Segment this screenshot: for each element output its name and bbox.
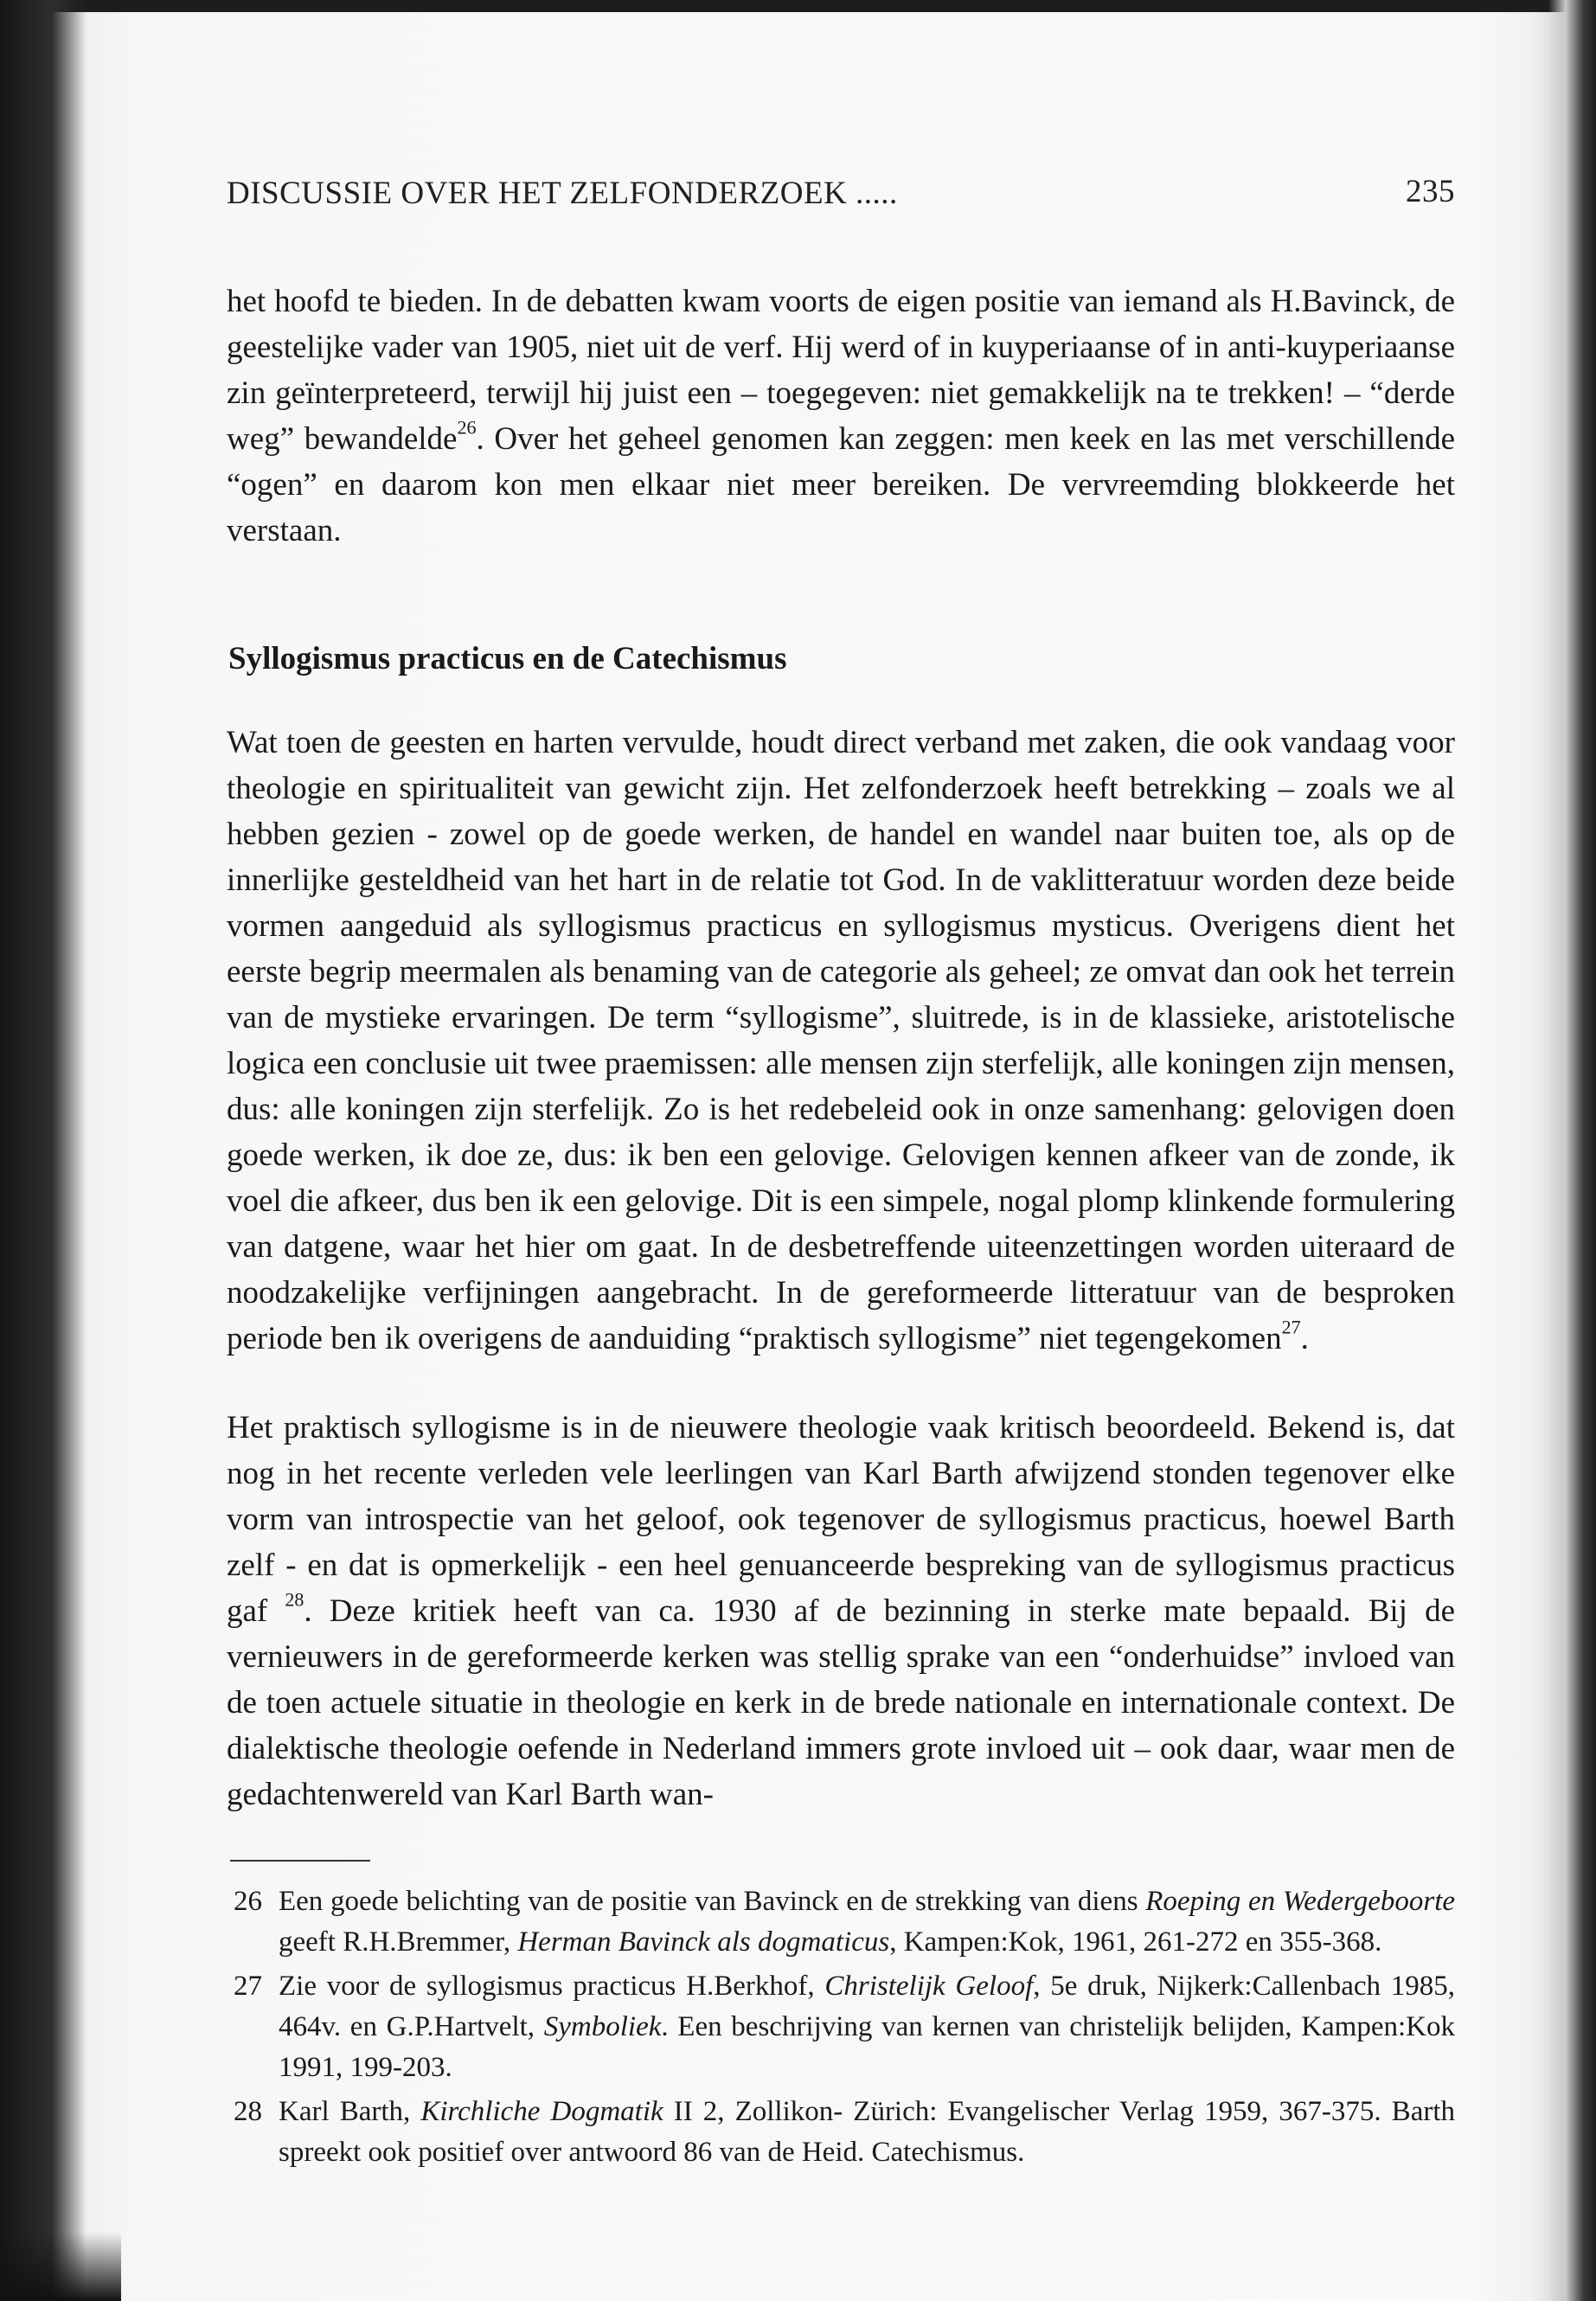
footnote-text: Karl Barth, xyxy=(279,2096,421,2127)
paragraph-1 xyxy=(227,279,1455,554)
footnote-text: geeft R.H.Bremmer, xyxy=(279,1926,518,1958)
footnote-text: , Kampen:Kok, 1961, 261-272 en 355-368. xyxy=(889,1926,1382,1958)
page-number: 235 xyxy=(1406,174,1455,209)
section-heading: Syllogismus practicus en de Catechismus xyxy=(228,641,787,676)
paragraph-2-text: Wat toen de geesten en harten vervulde, houdt direct verband met zaken, die ook vandaag voor theologie en spiritualiteit van gewicht zijn. Het zelfonderzoek heeft betrekking – zoals we al hebben gezien - zowel op de goede werken, de handel en wandel naar buiten toe, als op de innerlijke gesteldheid van het hart in de relatie tot God. In de vaklitteratuur worden deze beide vormen aangeduid als syllogismus practicus en syllogismus mysticus. Overigens dient het eerste begrip meermalen als benaming van de categorie als geheel; ze omvat dan ook het terrein van de mystieke ervaringen. De term “syllogisme”, sluitrede, is in de klassieke, aristotelische logica een conclusie uit twee praemissen: alle mensen zijn sterfelijk, alle koningen zijn mensen, dus: alle koningen zijn sterfelijk. Zo is het redebeleid ook in onze samenhang: gelovigen doen goede werken, ik doe ze, dus: ik ben een gelovige. Gelovigen kennen afkeer van de zonde, ik voel die afkeer, dus ben ik een gelovige. Dit is een simpele, nogal plomp klinkende formulering van datgene, waar het hier om gaat. In de desbetreffende uiteenzettingen worden uiteraard de noodzakelijke verfijningen aangebracht. In de gereformeerde litteratuur van de besproken periode ben ik overigens de aanduiding “praktisch syllogisme” niet tegengekomen xyxy=(227,725,1455,1356)
footnote-ref-27: 27 xyxy=(1281,1316,1301,1338)
footnote-title: Roeping en Wedergeboorte xyxy=(1145,1886,1456,1917)
footnote-number: 28 xyxy=(234,2096,262,2127)
footnote-title: Symboliek xyxy=(543,2011,662,2042)
footnote-26 xyxy=(234,1881,1455,1963)
footnote-ref-28: 28 xyxy=(285,1588,304,1611)
footnote-text: II 2, Zollikon- Zürich: Evangelischer Verlag 1959, 367-375. Barth spreekt ook positief over antwoord 86 van de Heid. Catechismus. xyxy=(279,2096,1455,2168)
footnote-number: 27 xyxy=(234,1971,262,2002)
footnote-text: Zie voor de syllogismus practicus H.Berkhof, xyxy=(279,1971,825,2002)
footnote-text: . Een beschrijving van kernen van christelijk belijden, Kampen:Kok 1991, 199-203. xyxy=(279,2011,1456,2083)
footnote-title: Christelijk Geloof xyxy=(824,1971,1034,2002)
running-header-title: DISCUSSIE OVER HET ZELFONDERZOEK ..... xyxy=(227,176,898,211)
footnote-27 xyxy=(234,1966,1455,2088)
footnotes xyxy=(234,1881,1455,2176)
scan-right-edge xyxy=(1548,0,1596,2301)
paragraph-2-text-end: . xyxy=(1300,1321,1309,1356)
scan-corner-shadow xyxy=(0,2232,121,2301)
footnote-text: , 5e druk, Nijkerk:Callenbach 1985, 464v. en G.P.Hartvelt, xyxy=(279,1971,1455,2042)
scan-top-edge xyxy=(0,0,1596,12)
footnote-text: Een goede belichting van de positie van Bavinck en de strekking van diens xyxy=(279,1886,1146,1917)
running-header xyxy=(227,170,1455,216)
book-gutter-shadow xyxy=(0,0,87,2301)
paragraph-3-text-end: . Deze kritiek heeft van ca. 1930 af de bezinning in sterke mate bepaald. Bij de vernieuwers in de gereformeerde kerken was stellig sprake van een “onderhuidse” invloed van de toen actuele situatie in theologie en kerk in de brede nationale en internationale context. De dialektische theologie oefende in Nederland immers grote invloed uit – ook daar, waar men de gedachtenwereld van Karl Barth wan- xyxy=(227,1593,1456,1812)
footnote-title: Kirchliche Dogmatik xyxy=(420,2096,663,2127)
footnote-title: Herman Bavinck als dogmaticus xyxy=(517,1926,890,1958)
paragraph-1-text: het hoofd te bieden. In de debatten kwam voorts de eigen positie van iemand als H.Bavinck, de geestelijke vader van 1905, niet uit de verf. Hij werd of in kuyperiaanse of in anti-kuyperiaanse zin geïnterpreteerd, terwijl hij juist een – toegegeven: niet gemakkelijk na te trekken! – “derde weg” bewandelde xyxy=(227,284,1455,457)
footnote-28 xyxy=(234,2092,1455,2173)
paragraph-2 xyxy=(227,720,1455,1362)
footnote-ref-26: 26 xyxy=(457,416,477,439)
paragraph-3 xyxy=(227,1405,1455,1817)
footnote-separator xyxy=(230,1860,370,1862)
footnote-number: 26 xyxy=(234,1886,262,1917)
paragraph-3-text: Het praktisch syllogisme is in de nieuwere theologie vaak kritisch beoordeeld. Bekend is, dat nog in het recente verleden vele leerlingen van Karl Barth afwijzend stonden tegenover elke vorm van introspectie van het geloof, ook tegenover de syllogismus practicus, hoewel Barth zelf - en dat is opmerkelijk - een heel genuanceerde bespreking van de syllogismus practicus gaf xyxy=(227,1410,1455,1629)
paragraph-1-text-end: . Over het geheel genomen kan zeggen: men keek en las met verschillende “ogen” en daarom kon men elkaar niet meer bereiken. De vervreemding blokkeerde het verstaan. xyxy=(227,421,1455,548)
